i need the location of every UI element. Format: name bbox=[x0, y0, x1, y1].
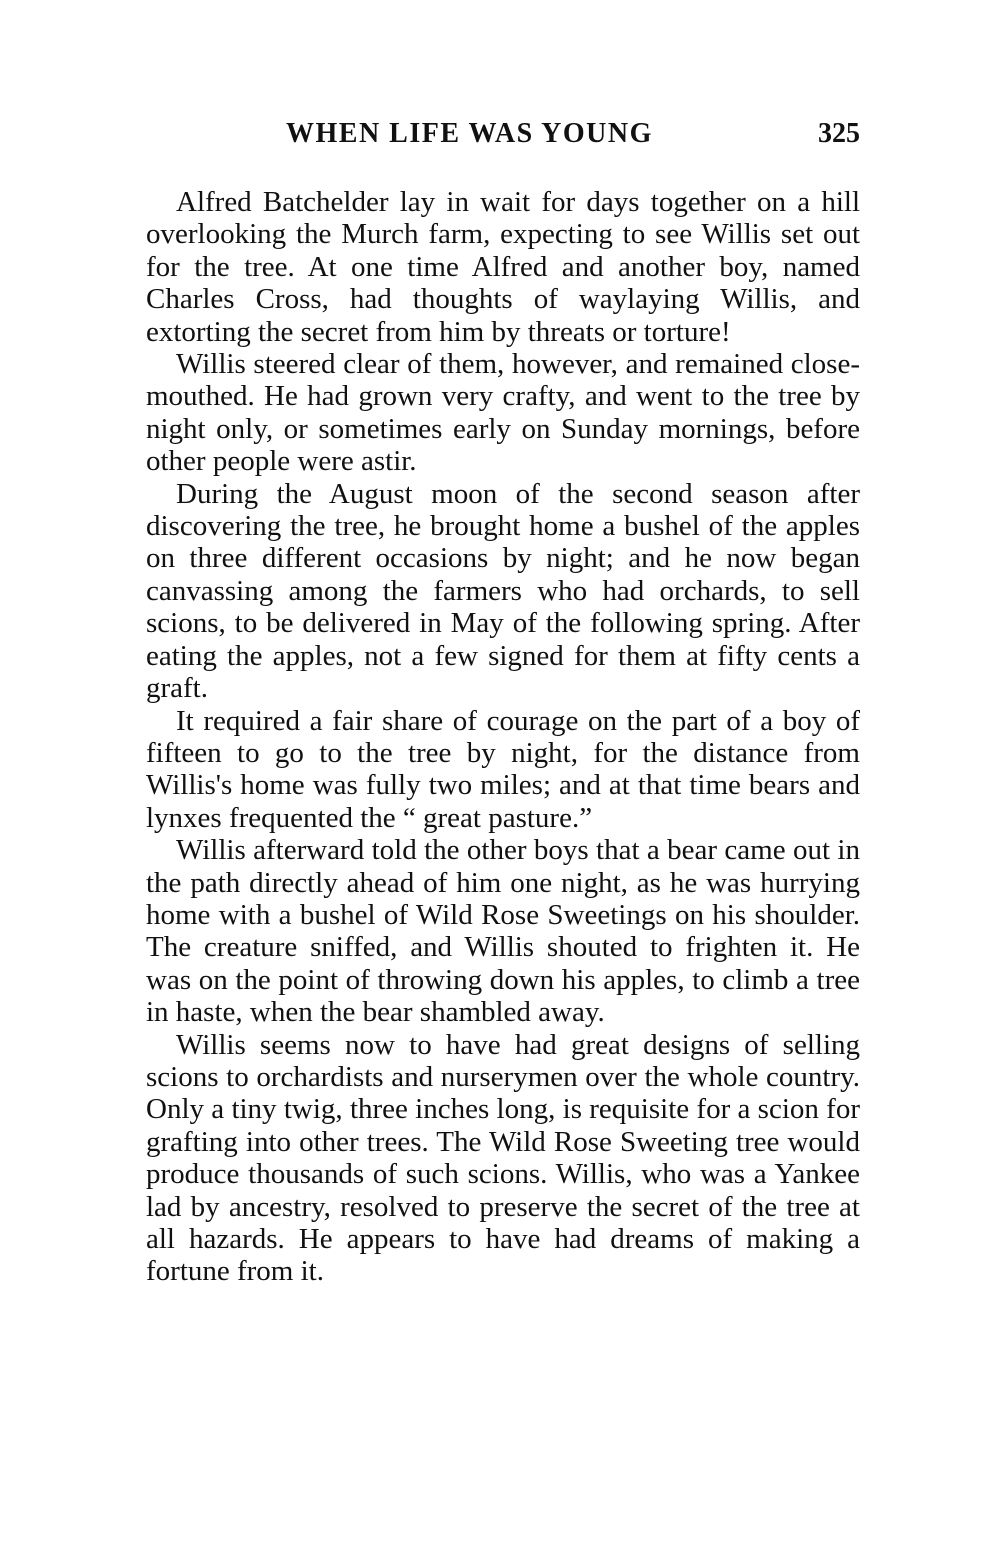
running-title: WHEN LIFE WAS YOUNG bbox=[286, 118, 653, 149]
paragraph: Alfred Batchelder lay in wait for days together on a hill overlooking the Murch farm, expecting to see Willis set out for the tree. At one time Alfred and another boy, named Charles Cross, had thoughts of waylaying Willis, and extorting the secret from him by threats or torture! bbox=[146, 186, 860, 348]
paragraph: During the August moon of the second season after discovering the tree, he brought home a bushel of the apples on three different occasions by night; and he now began canvassing among the farmers who had orchards, to sell scions, to be delivered in May of the following spring. After eating the apples, not a few signed for them at fifty cents a graft. bbox=[146, 477, 860, 705]
paragraph: It required a fair share of courage on the part of a boy of fifteen to go to the tree by night, for the distance from Willis's home was fully two miles; and at that time bears and lynxes frequented the “ great pasture.” bbox=[146, 704, 860, 834]
running-head bbox=[146, 112, 860, 156]
paragraph: Willis afterward told the other boys that a bear came out in the path directly ahead of him one night, as he was hurrying home with a bushel of Wild Rose Sweetings on his shoulder. The creature sniffed, and Willis shouted to frighten it. He was on the point of throwing down his apples, to climb a tree in haste, when the bear shambled away. bbox=[146, 834, 860, 1029]
page-number: 325 bbox=[818, 118, 860, 149]
body-text bbox=[146, 186, 860, 1288]
paragraph: Willis seems now to have had great designs of selling scions to orchardists and nurserymen over the whole country. Only a tiny twig, three inches long, is requisite for a scion for grafting into other trees. The Wild Rose Sweeting tree would produce thousands of such scions. Willis, who was a Yankee lad by ancestry, resolved to preserve the secret of the tree at all hazards. He appears to have had dreams of making a fortune from it. bbox=[146, 1028, 860, 1288]
paragraph: Willis steered clear of them, however, and remained close-mouthed. He had grown very crafty, and went to the tree by night only, or sometimes early on Sunday mornings, before other people were astir. bbox=[146, 348, 860, 478]
